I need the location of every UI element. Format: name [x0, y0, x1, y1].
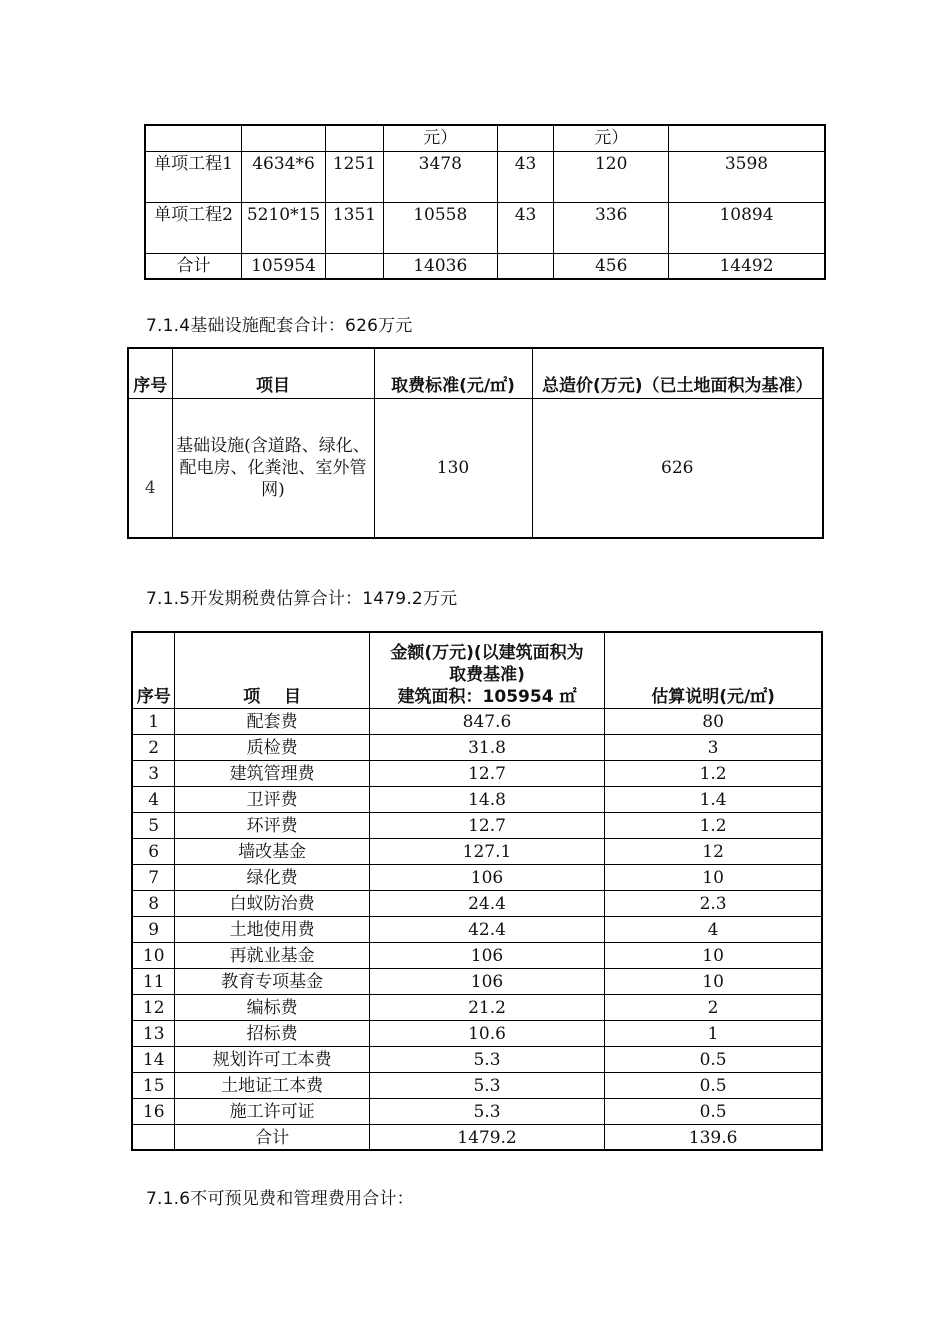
table-cell: 环评费: [175, 812, 369, 838]
table-cell: 9: [132, 916, 175, 942]
table-cell: [669, 125, 826, 151]
table-cell: 教育专项基金: [175, 968, 369, 994]
table-cell: 847.6: [369, 708, 604, 734]
header-note: 估算说明(元/㎡): [605, 632, 822, 708]
header-amount-line-2: 取费基准): [449, 664, 525, 685]
table-cell: 14492: [669, 253, 826, 279]
table-cell: 3: [132, 760, 175, 786]
table-cell: 42.4: [369, 916, 604, 942]
table-cell: 31.8: [369, 734, 604, 760]
table-cell: 4: [605, 916, 822, 942]
table-cell: [242, 125, 326, 151]
table-cell: 1: [605, 1020, 822, 1046]
table-cell: 4634*6: [242, 151, 326, 202]
table-cell: 15: [132, 1072, 175, 1098]
table-cell: 1.4: [605, 786, 822, 812]
table-row: [132, 1020, 822, 1046]
table-cell: 土地证工本费: [175, 1072, 369, 1098]
table-cell: 1.2: [605, 760, 822, 786]
table-cell: [497, 253, 554, 279]
table-cell: 16: [132, 1098, 175, 1124]
table-cell: 土地使用费: [175, 916, 369, 942]
table-cell: 10.6: [369, 1020, 604, 1046]
table-cell: 2.3: [605, 890, 822, 916]
table-cell: [326, 125, 384, 151]
header-seq: 序号: [132, 632, 175, 708]
header-item: 项目: [172, 348, 374, 398]
table-row: [132, 968, 822, 994]
table-total-row: [132, 1124, 822, 1150]
table-cell: [132, 1124, 175, 1150]
table-cell: 11: [132, 968, 175, 994]
table-cell: 24.4: [369, 890, 604, 916]
table-row: [132, 994, 822, 1020]
table-cell: 120: [554, 151, 669, 202]
table-row: [132, 1098, 822, 1124]
table-cell: [326, 253, 384, 279]
table-total-row: [145, 253, 825, 279]
header-standard: 取费标准(元/㎡): [374, 348, 532, 398]
table-cell: 合计: [145, 253, 242, 279]
table-row: [132, 786, 822, 812]
table-cell: 21.2: [369, 994, 604, 1020]
table-cell: 5.3: [369, 1046, 604, 1072]
table-row: [132, 1046, 822, 1072]
table-cell: 5210*15: [242, 202, 326, 253]
table-cell: 2: [132, 734, 175, 760]
table-cell: 4: [128, 398, 172, 538]
table-cell: 编标费: [175, 994, 369, 1020]
table-cell: 白蚁防治费: [175, 890, 369, 916]
header-total: 总造价(万元)（已土地面积为基准）: [532, 348, 823, 398]
section-heading-715: 7.1.5开发期税费估算合计：1479.2万元: [146, 589, 458, 609]
table-cell: 7: [132, 864, 175, 890]
table-cell: 106: [369, 864, 604, 890]
table-cell: 10558: [383, 202, 497, 253]
table-cell: 3478: [383, 151, 497, 202]
infrastructure-table: [127, 347, 824, 539]
table-cell: 10: [132, 942, 175, 968]
header-amount-line-3: 建筑面积：105954 ㎡: [397, 686, 577, 707]
table-cell: 626: [532, 398, 823, 538]
table-cell: 336: [554, 202, 669, 253]
table-cell: 招标费: [175, 1020, 369, 1046]
table-row: [132, 760, 822, 786]
section-heading-716: 7.1.6不可预见费和管理费用合计：: [146, 1189, 414, 1209]
table-row: [132, 838, 822, 864]
table-header-row: [132, 632, 822, 708]
table-cell: 3598: [669, 151, 826, 202]
table-cell: 绿化费: [175, 864, 369, 890]
table-cell: 5.3: [369, 1072, 604, 1098]
tax-fee-table: [131, 631, 823, 1151]
table-row: [132, 864, 822, 890]
table-cell: 1251: [326, 151, 384, 202]
table-row: [132, 812, 822, 838]
header-seq: 序号: [128, 348, 172, 398]
table-cell: 墙改基金: [175, 838, 369, 864]
table-cell: 106: [369, 968, 604, 994]
table-row: [132, 942, 822, 968]
table-cell: 施工许可证: [175, 1098, 369, 1124]
table-cell: 456: [554, 253, 669, 279]
table-cell: 6: [132, 838, 175, 864]
table-cell: 单项工程2: [145, 202, 242, 253]
table-cell: 5.3: [369, 1098, 604, 1124]
table-cell: 14: [132, 1046, 175, 1072]
table-cell: 10: [605, 968, 822, 994]
table-row: [128, 398, 823, 538]
table-cell: 80: [605, 708, 822, 734]
table-body: [132, 708, 822, 1150]
table-cell: 0.5: [605, 1046, 822, 1072]
table-cell: 3: [605, 734, 822, 760]
table-cell: 10: [605, 864, 822, 890]
table-cell: 1479.2: [369, 1124, 604, 1150]
table-cell: 139.6: [605, 1124, 822, 1150]
table-cell: [145, 125, 242, 151]
table-cell: 10: [605, 942, 822, 968]
table-cell: 105954: [242, 253, 326, 279]
table-cell: 1351: [326, 202, 384, 253]
header-item: 项 目: [175, 632, 369, 708]
table-row: [145, 151, 825, 202]
table-row: [145, 202, 825, 253]
table-cell: 106: [369, 942, 604, 968]
table-cell: 配套费: [175, 708, 369, 734]
table-cell: 单项工程1: [145, 151, 242, 202]
table-cell: 12: [132, 994, 175, 1020]
table-cell: 1: [132, 708, 175, 734]
table-header-row: [128, 348, 823, 398]
table-cell: 127.1: [369, 838, 604, 864]
table-cell: 1.2: [605, 812, 822, 838]
table-row: [132, 890, 822, 916]
table-cell: 0.5: [605, 1098, 822, 1124]
table-cell: 规划许可工本费: [175, 1046, 369, 1072]
table-cell: 0.5: [605, 1072, 822, 1098]
table-row: [132, 734, 822, 760]
table-cell: 12.7: [369, 812, 604, 838]
table-cell: [172, 398, 374, 538]
table-cell: 再就业基金: [175, 942, 369, 968]
table-cell: 43: [497, 151, 554, 202]
table-cell: 10894: [669, 202, 826, 253]
table-row: [132, 916, 822, 942]
table-cell: [497, 125, 554, 151]
header-amount: [369, 632, 604, 708]
item-line-1: 基础设施(含道路、绿化、: [176, 435, 370, 456]
table-cell: 5: [132, 812, 175, 838]
table-cell: 元）: [383, 125, 497, 151]
section-heading-714: 7.1.4基础设施配套合计：626万元: [146, 316, 413, 336]
table-cell: 元）: [554, 125, 669, 151]
table-cell: 质检费: [175, 734, 369, 760]
header-amount-line-1: 金额(万元)(以建筑面积为: [390, 642, 584, 663]
table-row: [132, 708, 822, 734]
item-line-2: 配电房、化粪池、室外管网): [179, 457, 367, 500]
table-cell: 4: [132, 786, 175, 812]
cost-table-continued: [144, 124, 826, 280]
table-cell: 13: [132, 1020, 175, 1046]
table-cell: 8: [132, 890, 175, 916]
table-cell: 14036: [383, 253, 497, 279]
table-row: [132, 1072, 822, 1098]
table-cell: 43: [497, 202, 554, 253]
table-cell: 130: [374, 398, 532, 538]
table-cell: 2: [605, 994, 822, 1020]
table-cell: 合计: [175, 1124, 369, 1150]
table-cell: 建筑管理费: [175, 760, 369, 786]
table-cell: 12: [605, 838, 822, 864]
table-cell: 14.8: [369, 786, 604, 812]
table-cell: 12.7: [369, 760, 604, 786]
table-row: [145, 125, 825, 151]
table-cell: 卫评费: [175, 786, 369, 812]
